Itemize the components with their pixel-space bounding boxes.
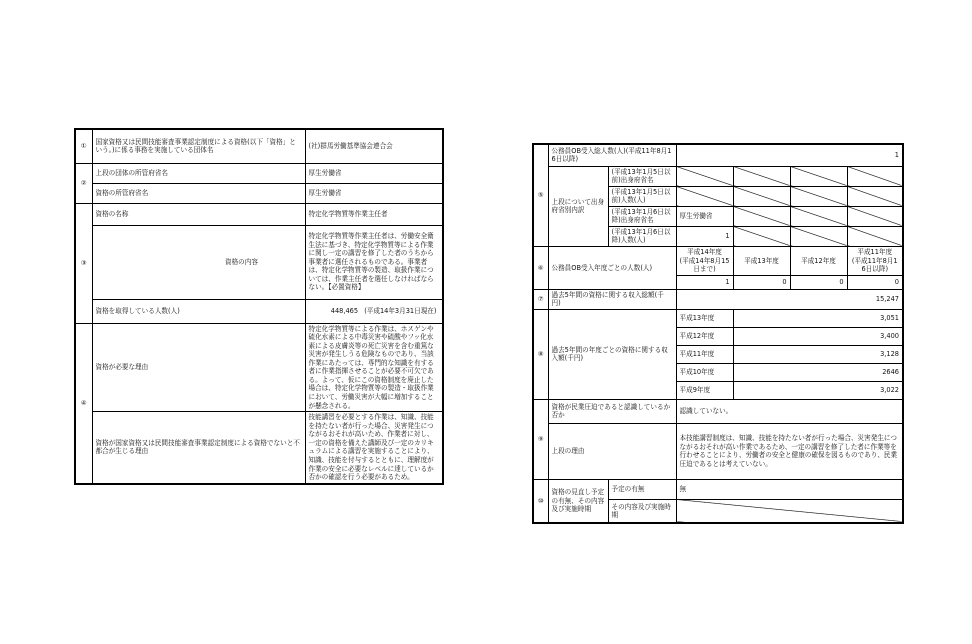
organization-ministry-label: 上段の団体の所管府省名: [92, 163, 305, 183]
ob-breakdown-value-3: 厚生労働省: [676, 206, 733, 226]
ob-year-header-4: 平成11年度 (平成11年8月16日以降): [847, 247, 903, 276]
review-plan-exists-label: 予定の有無: [608, 479, 676, 499]
total-revenue-value: 15,247: [676, 289, 903, 309]
revenue-year-3: 平成11年度: [676, 345, 733, 363]
organization-name-value: (社)群馬労働基準協会連合会: [305, 129, 443, 163]
private-pressure-reason-value: 本技能講習制度は、知識、技能を持たない者が行った場合、災害発生につながるおそれが高い作業であるため、一定の講習を修了した者に作業等を行わせることにより、労働者の安全と健康の確保を図るものであり、民業圧迫であるとは考えていない。: [676, 423, 903, 479]
review-plan-exists-value: 無: [676, 479, 903, 499]
holders-count-value: 448,465: [330, 306, 359, 315]
revenue-year-1: 平成13年度: [676, 309, 733, 327]
right-form-page: [532, 143, 904, 520]
holders-count-cell: [305, 299, 443, 323]
revenue-value-3: 3,128: [733, 345, 903, 363]
right-form-table: [532, 143, 904, 524]
ob-year-value-2: 0: [733, 275, 790, 289]
ob-breakdown-label-2: (平成13年1月5日以前)人数(人): [608, 186, 676, 206]
ob-year-value-4: 0: [847, 275, 903, 289]
qualification-ministry-value: 厚生労働省: [305, 183, 443, 203]
qualification-content-label: 資格の内容: [222, 225, 305, 299]
ob-year-value-1: 1: [676, 275, 733, 289]
row-number-8: ⑧: [533, 309, 548, 399]
row-number-10: ⑩: [533, 479, 548, 523]
left-form-table: [74, 128, 444, 485]
revenue-value-2: 3,400: [733, 327, 903, 345]
revenue-year-5: 平成9年度: [676, 381, 733, 399]
necessity-reason-label: 資格が必要な理由: [92, 323, 305, 412]
organization-name-label: 国家資格又は民間技能審査事業認定制度による資格(以下「資格」という。)に係る事務を実施している団体名: [92, 129, 305, 163]
revenue-year-2: 平成12年度: [676, 327, 733, 345]
ob-year-value-3: 0: [790, 275, 847, 289]
ob-total-value: 1: [676, 144, 903, 166]
revenue-value-4: 2646: [733, 363, 903, 381]
total-revenue-label: 過去5年間の資格に関する収入総額(千円): [548, 289, 676, 309]
qualification-content-value: 特定化学物質等作業主任者は、労働安全衛生法に基づき、特定化学物質等による作業に関し一定の講習を修了した者のうちから事業者に選任されるものである。事業者は、特定化学物質等の製造、取扱作業については、作業主任者を選任しなければならない。【必置資格】: [305, 225, 443, 299]
row-number-5: ⑤: [533, 144, 548, 247]
ob-year-header-2: 平成13年度: [733, 247, 790, 276]
qualification-ministry-label: 資格の所管府省名: [92, 183, 305, 203]
revenue-value-1: 3,051: [733, 309, 903, 327]
row-number-4: ④: [75, 323, 92, 484]
row-number-7: ⑦: [533, 289, 548, 309]
ob-yearly-label: 公務員OB受入年度ごとの人数(人): [548, 247, 676, 290]
review-plan-label: 資格の見直し予定の有無、その内容及び実施時期: [548, 479, 608, 523]
private-pressure-reason-label: 上段の理由: [548, 423, 676, 479]
review-plan-content-value: [676, 499, 903, 523]
holders-count-note: (平成14年3月31日現在): [364, 306, 437, 315]
ob-breakdown-label-1: (平成13年1月5日以前)出身府省名: [608, 166, 676, 186]
yearly-revenue-label: 過去5年間の年度ごとの資格に関する収入額(千円): [548, 309, 676, 399]
revenue-value-5: 3,022: [733, 381, 903, 399]
ob-breakdown-label-3: (平成13年1月6日以降)出身府省名: [608, 206, 676, 226]
private-pressure-value: 認識していない。: [676, 399, 903, 423]
private-pressure-label: 資格が民業圧迫であると認識しているか否か: [548, 399, 676, 423]
inconvenience-reason-label: 資格が国家資格又は民間技能審査事業認定制度による資格でないと不都合が生じる理由: [92, 412, 305, 484]
qualification-name-label: 資格の名称: [92, 203, 305, 225]
review-plan-content-label: その内容及び実施時期: [608, 499, 676, 523]
row-number-3: ③: [75, 203, 92, 323]
ob-breakdown-label-4: (平成13年1月6日以降)人数(人): [608, 226, 676, 246]
holders-count-label: 資格を取得している人数(人): [92, 299, 305, 323]
left-form-page: [74, 128, 444, 482]
row-number-1: ①: [75, 129, 92, 163]
ob-year-header-3: 平成12年度: [790, 247, 847, 276]
necessity-reason-value: 特定化学物質等による作業は、ホスゲンや硫化水素による中毒災害や硫酸やフッ化水素による皮膚炎等の死亡災害を含む重篤な災害が発生しうる危険なものであり、当該作業にあたっては、専門的な知識を有する者に作業指揮させることが必要不可欠である。よって、仮にこの資格制度を廃止した場合は、特定化学物質等の製造・取扱作業において、労働災害が大幅に増加することが懸念される。: [305, 323, 443, 412]
row-number-6: ⑥: [533, 247, 548, 290]
row-number-9: ⑨: [533, 399, 548, 479]
qualification-name-value: 特定化学物質等作業主任者: [305, 203, 443, 225]
ob-total-label: 公務員OB受入総人数(人)(平成11年8月16日以降): [548, 144, 676, 166]
organization-ministry-value: 厚生労働省: [305, 163, 443, 183]
ob-year-header-1: 平成14年度 (平成14年8月15日まで): [676, 247, 733, 276]
inconvenience-reason-value: 技能講習を必要とする作業は、知識、技能を持たない者が行った場合、災害発生につながるおそれが高いため、作業者に対し、一定の資格を備えた講師及び一定のカリキュラムによる講習を実施することにより、知識、技能を付与するとともに、理解度が作業の安全に必要なレベルに達しているか否かの確認を行う必要があるため。: [305, 412, 443, 484]
ob-breakdown-value-4: 1: [676, 226, 733, 246]
row-number-2a: ②: [75, 163, 92, 203]
ob-breakdown-label: 上段について出身府省別内訳: [548, 166, 608, 247]
revenue-year-4: 平成10年度: [676, 363, 733, 381]
